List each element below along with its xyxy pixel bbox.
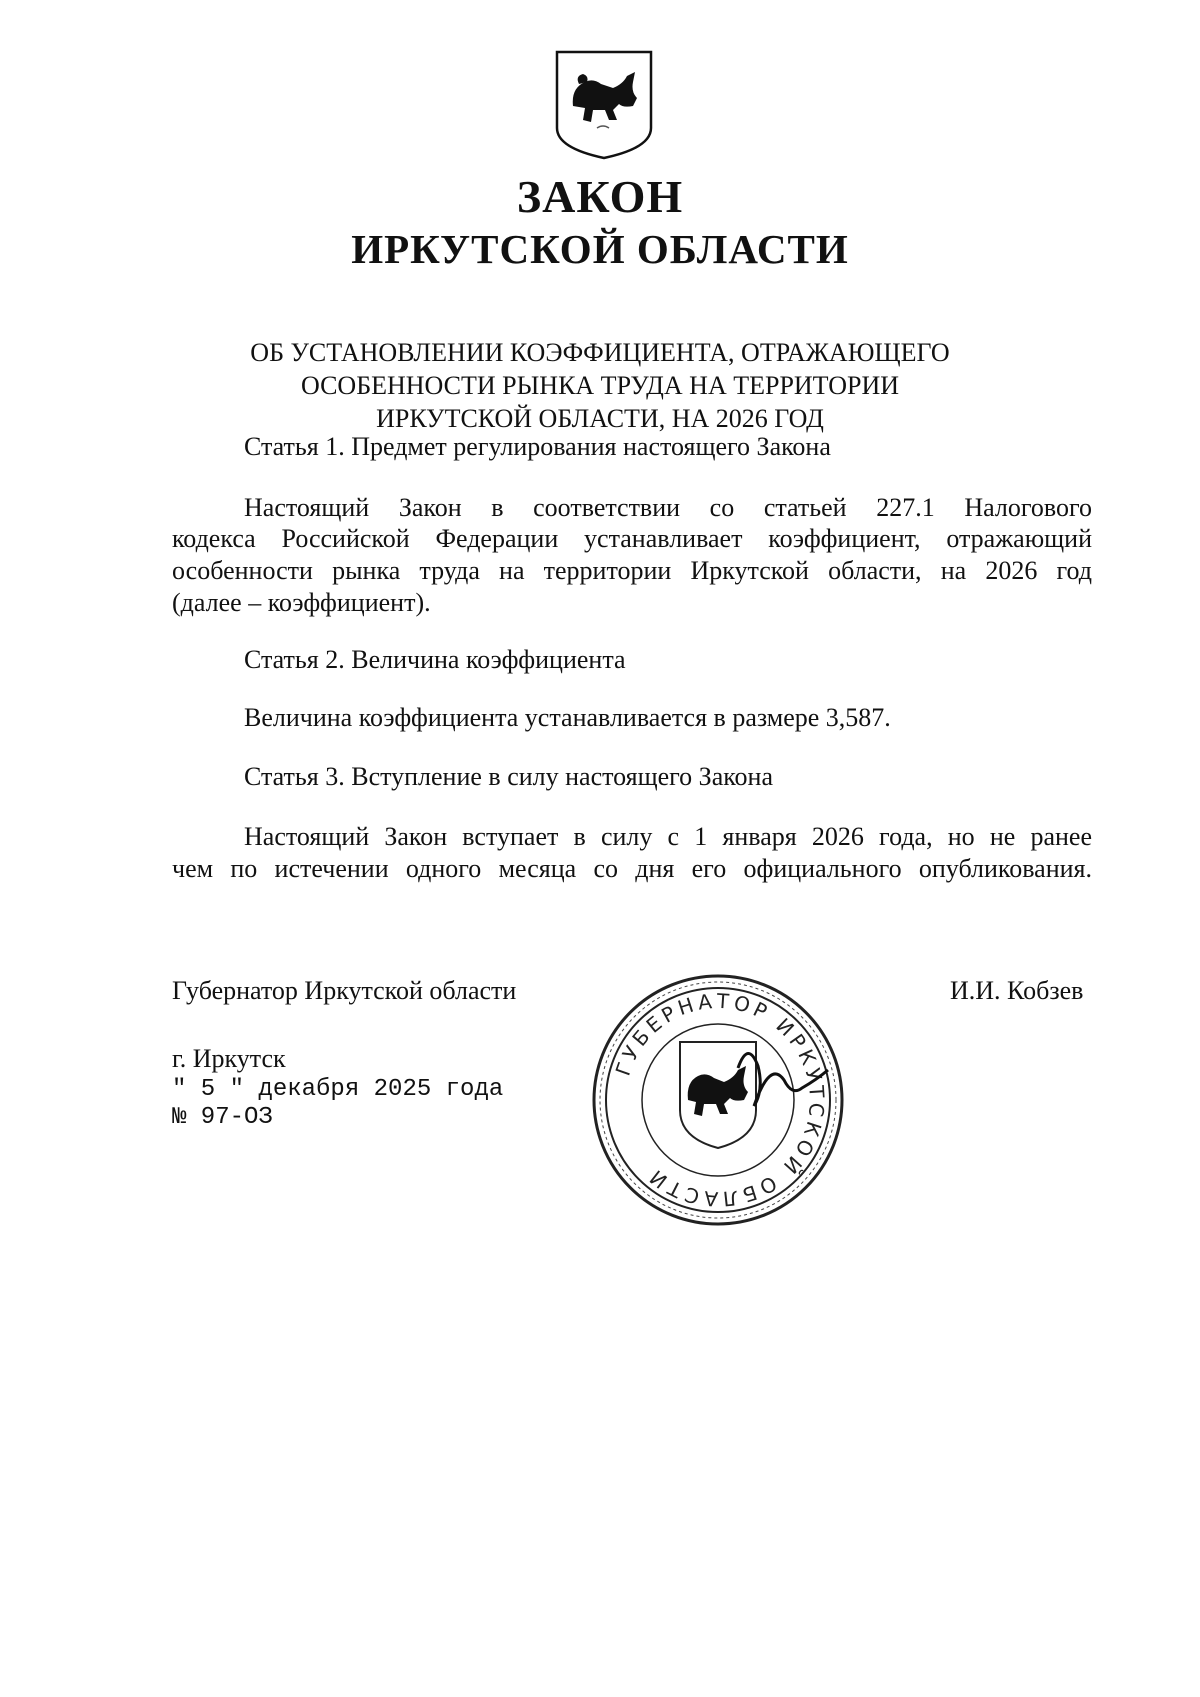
signatory-name: И.И. Кобзев: [950, 976, 1084, 1005]
article-2-heading: Статья 2. Величина коэффициента: [244, 645, 626, 674]
law-number: № 97-ОЗ: [172, 1104, 273, 1131]
article-1-heading: Статья 1. Предмет регулирования настоящего Закона: [244, 432, 831, 461]
article-1-text-line: Настоящий Закон в соответствии со статьей 227.1 Налогового: [244, 493, 1092, 522]
article-1-text-line: особенности рынка труда на территории Иркутской области, на 2026 год: [172, 556, 1092, 585]
article-3-text-line: чем по истечении одного месяца со дня его официального опубликования.: [172, 854, 1092, 883]
signatory-position: Губернатор Иркутской области: [172, 976, 517, 1005]
article-1-text-line: (далее – коэффициент).: [172, 588, 431, 617]
city-of-signing: г. Иркутск: [172, 1044, 286, 1073]
official-seal: [588, 970, 848, 1230]
region-title: ИРКУТСКОЙ ОБЛАСТИ: [351, 226, 849, 272]
law-subject-title: [150, 336, 1050, 435]
seal-text: ГУБЕРНАТОР ИРКУТСКОЙ ОБЛАСТИ: [610, 988, 830, 1212]
article-3-text-line: Настоящий Закон вступает в силу с 1 января 2026 года, но не ранее: [244, 822, 1092, 851]
subject-line: ОБ УСТАНОВЛЕНИИ КОЭФФИЦИЕНТА, ОТРАЖАЮЩЕГО: [250, 338, 950, 367]
article-2-text-line: Величина коэффициента устанавливается в размере 3,587.: [244, 703, 891, 732]
document-type-title: ЗАКОН: [516, 171, 684, 222]
subject-line: ОСОБЕННОСТИ РЫНКА ТРУДА НА ТЕРРИТОРИИ: [300, 371, 900, 400]
article-1-text-line: кодекса Российской Федерации устанавливает коэффициент, отражающий: [172, 524, 1092, 553]
subject-line: ИРКУТСКОЙ ОБЛАСТИ, НА 2026 ГОД: [376, 404, 824, 433]
coat-of-arms-emblem: [553, 48, 655, 160]
signing-date: " 5 " декабря 2025 года: [172, 1076, 504, 1103]
article-3-heading: Статья 3. Вступление в силу настоящего Закона: [244, 762, 774, 791]
